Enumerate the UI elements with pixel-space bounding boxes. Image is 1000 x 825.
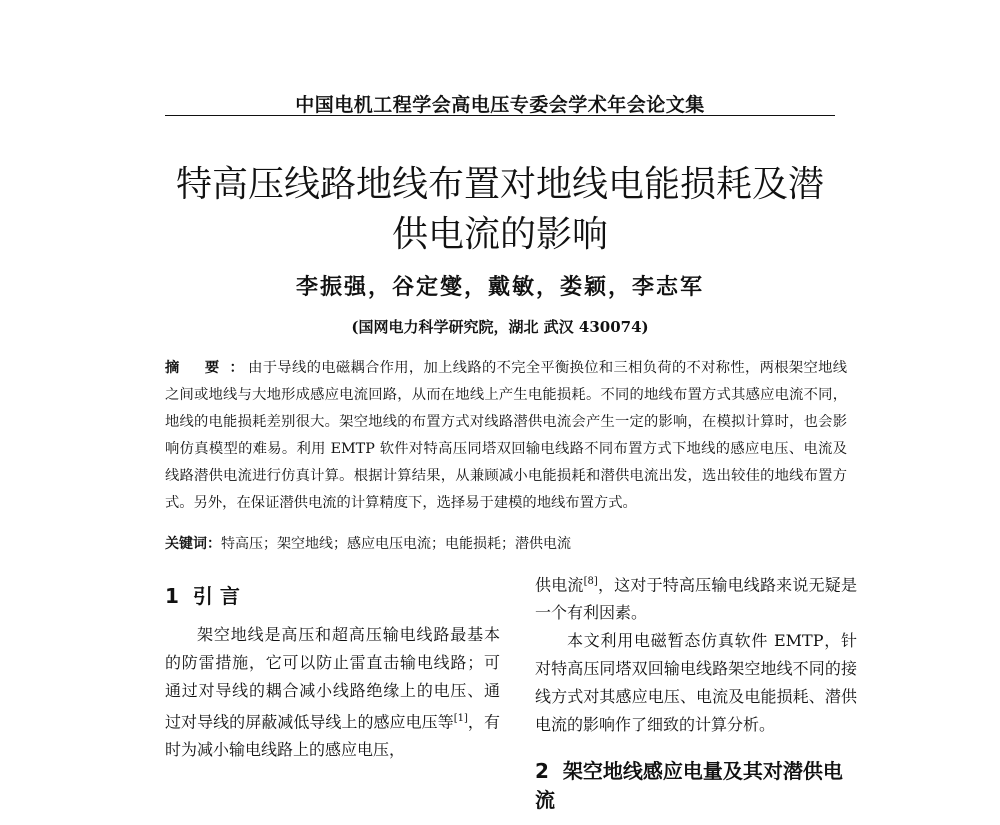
abstract-text: 由于导线的电磁耦合作用，加上线路的不完全平衡换位和三相负荷的不对称性，两根架空地线之间或地线与大地形成感应电流回路，从而在地线上产生电能损耗。不同的地线布置方式其感应电流不同，地线的电能损耗差别很大。架空地线的布置方式对线路潜供电流会产生一定的影响，在模拟计算时，也会影响仿真模型的难易。利用 EMTP 软件对特高压同塔双回输电线路不同布置方式下地线的感应电压、电流及线路潜供电流进行仿真计算。根据计算结果，从兼顾减小电能损耗和潜供电流出发，选出较佳的地线布置方式。另外，在保证潜供电流的计算精度下，选择易于建模的地线布置方式。 <box>165 360 847 511</box>
citation-ref: [1] <box>453 713 468 724</box>
keywords <box>165 533 847 553</box>
left-column <box>165 580 500 764</box>
citation-ref: [8] <box>583 576 598 587</box>
continued-paragraph-tail: ，这对于特高压输电线路来说无疑是一个有利因素。 <box>535 575 857 623</box>
abstract-label: 摘 要： <box>165 360 255 376</box>
right-column <box>535 568 857 825</box>
section-heading-introduction <box>165 580 500 609</box>
section-title: 架空地线感应电量及其对潜供电流 <box>535 759 843 813</box>
section-number: 2 <box>535 759 549 784</box>
abstract <box>165 355 847 517</box>
keywords-text: 特高压；架空地线；感应电压电流；电能损耗；潜供电流 <box>221 536 571 552</box>
keywords-label: 关键词： <box>165 536 221 552</box>
intro-paragraph-text: 架空地线是高压和超高压输电线路最基本的防雷措施，它可以防止雷直击输电线路；可通过对导线的耦合减小线路绝缘上的电压、通过对导线的屏蔽减低导线上的感应电压等 <box>165 625 500 732</box>
paper-authors: 李振强，谷定燮，戴敏，娄颖，李志军 <box>295 274 704 300</box>
continued-paragraph-text: 供电流 <box>535 575 584 595</box>
continued-paragraph <box>535 568 857 627</box>
method-paragraph: 本文利用电磁暂态仿真软件 EMTP，针对特高压同塔双回输电线路架空地线不同的接线方式对其感应电压、电流及电能损耗、潜供电流的影响作了细致的计算分析。 <box>535 631 857 735</box>
section-heading-2 <box>535 755 857 813</box>
section-title: 引 言 <box>192 584 240 608</box>
intro-paragraph-tail: ，有时为减小输电线路上的感应电压， <box>165 712 500 760</box>
running-header: 中国电机工程学会高电压专委会学术年会论文集 <box>295 94 705 116</box>
header-rule <box>165 115 835 116</box>
intro-paragraph <box>165 621 500 764</box>
section-number: 1 <box>165 584 179 608</box>
paper-affiliation: (国网电力科学研究院，湖北 武汉 430074) <box>351 318 649 336</box>
paper-title: 特高压线路地线布置对地线电能损耗及潜供电流的影响 <box>175 164 824 255</box>
